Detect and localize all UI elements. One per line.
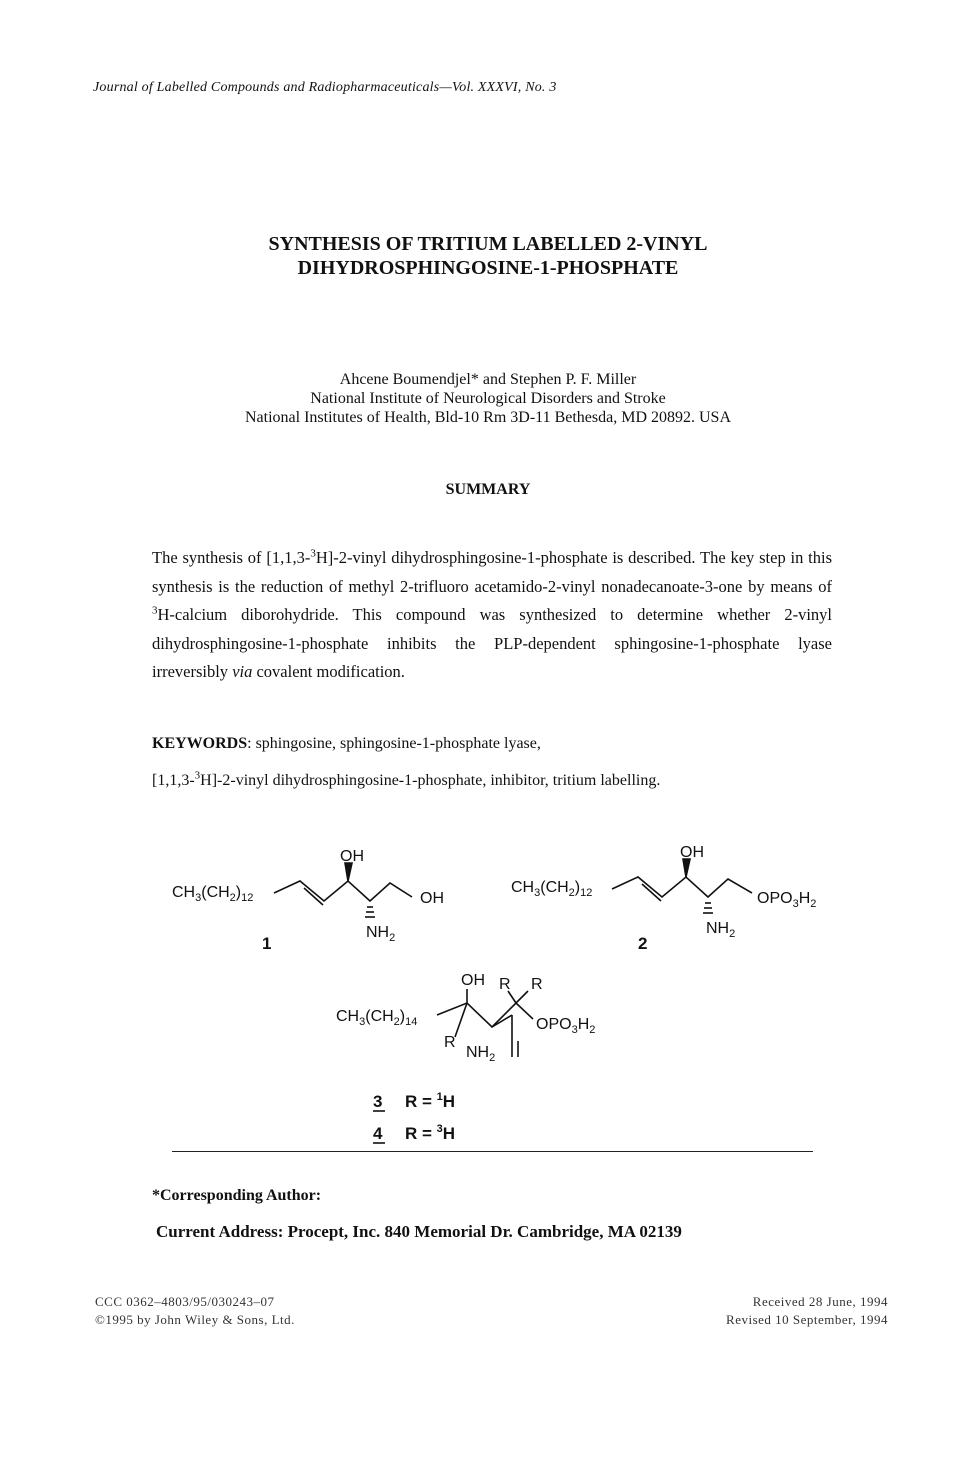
summary-heading: SUMMARY [445, 481, 531, 498]
label-4-eq: R = $^3$H [405, 1123, 456, 1143]
abstract-sup-2: 3 [152, 604, 158, 617]
label-3-eq: R = $^1$H [405, 1091, 456, 1111]
author-names: Ahcene Boumendjel* and Stephen P. F. Miller [339, 371, 637, 388]
s1-oh2-label: OH [420, 890, 444, 907]
s3-bond-r2 [516, 991, 528, 1003]
s3-bond-r1 [508, 991, 516, 1003]
s2-nh2-label: $NH_2$ [706, 920, 736, 940]
keywords-label: KEYWORDS [152, 735, 248, 752]
corresponding-author: *Corresponding Author: [152, 1187, 322, 1204]
s2-number: 2 [638, 934, 648, 953]
keywords-sup: 3 [194, 769, 201, 782]
s3-r-label-1: R [499, 976, 511, 993]
s3-phos-label: $OPO_3H_2$ [536, 1016, 596, 1036]
footer-received: Received 28 June, 1994 [752, 1294, 888, 1309]
s3-backbone [437, 1003, 533, 1027]
abstract-text-c: H-calcium diborohydride. This compound was synthesized to determine whether 2-vinyl dihydrosphingosine-1-phosphate inhibits the PLP-dependent sphingosine-1-phosphate lyase irreversibly [152, 605, 832, 681]
footer-right [726, 1293, 888, 1329]
current-address: Current Address: Procept, Inc. 840 Memorial Dr. Cambridge, MA 02139 [156, 1222, 682, 1241]
abstract-text-b: H]-2-vinyl dihydrosphingosine-1-phosphate is described. The key step in this synthesis is the reduction of methyl 2-trifluoro acetamido-2-vinyl nonadecanoate-3-one by means of [152, 548, 832, 596]
s1-number: 1 [262, 934, 272, 953]
keywords-text-1: : sphingosine, sphingosine-1-phosphate lyase, [247, 735, 541, 752]
abstract-paragraph [152, 544, 832, 687]
footer-left [95, 1293, 295, 1329]
s1-double-bond [304, 888, 323, 905]
author-block [0, 370, 976, 427]
s2-backbone [612, 877, 752, 897]
s3-r-label-2: R [531, 976, 543, 993]
label-3-number: 3 [373, 1092, 383, 1111]
s2-oh-label: OH [680, 844, 704, 861]
s3-chain-label: $CH_3(CH_2)_{14}$ [336, 1008, 418, 1028]
footer-ccc: CCC 0362–4803/95/030243–07 [95, 1294, 275, 1309]
affiliation-2: National Institutes of Health, Bld-10 Rm 3D-11 Bethesda, MD 20892. USA [244, 409, 732, 426]
structure-3 [336, 972, 595, 1143]
abstract-via: via [232, 662, 253, 681]
chemical-structures [0, 835, 976, 1155]
s1-wedge-oh [345, 863, 352, 881]
footer-revised: Revised 10 September, 1994 [726, 1312, 888, 1327]
title-line-2: DIHYDROSPHINGOSINE-1-PHOSPHATE [297, 257, 679, 279]
s3-bond-ch2 [455, 1003, 467, 1037]
divider-rule [172, 1151, 813, 1152]
s2-wedge-oh [683, 859, 690, 877]
s3-r-label-3: R [444, 1034, 456, 1051]
keywords-line-1 [152, 734, 541, 754]
s2-double-bond [642, 884, 661, 901]
label-4-number: 4 [373, 1124, 383, 1143]
abstract-text-a: The synthesis of [1,1,3- [152, 548, 311, 567]
abstract-text-d: covalent modification. [252, 662, 405, 681]
keywords-text-2b: H]-2-vinyl dihydrosphingosine-1-phosphate, inhibitor, tritium labelling. [200, 772, 661, 789]
s1-oh-label: OH [340, 848, 364, 865]
affiliation-1: National Institute of Neurological Disorders and Stroke [310, 390, 666, 407]
journal-header: Journal of Labelled Compounds and Radiopharmaceuticals—Vol. XXXVI, No. 3 [93, 80, 557, 95]
s1-nh2-label: $NH_2$ [366, 924, 396, 944]
s2-phos-label: $OPO_3H_2$ [757, 890, 817, 910]
abstract-sup-1: 3 [310, 547, 316, 560]
footer-copyright: ©1995 by John Wiley & Sons, Ltd. [95, 1312, 295, 1327]
keywords-text-2a: [1,1,3- [152, 772, 195, 789]
keywords-line-2 [152, 771, 660, 791]
structure-1 [172, 848, 444, 953]
paper-title [0, 232, 976, 280]
s1-backbone [274, 881, 412, 901]
structure-2 [511, 844, 816, 953]
s3-nh2-label: $NH_2$ [466, 1044, 496, 1064]
title-line-1: SYNTHESIS OF TRITIUM LABELLED 2-VINYL [268, 233, 708, 255]
s1-chain-label: $CH_3(CH_2)_{12}$ [172, 884, 254, 904]
s3-oh-label: OH [461, 972, 485, 989]
s2-chain-label: $CH_3(CH_2)_{12}$ [511, 879, 593, 899]
